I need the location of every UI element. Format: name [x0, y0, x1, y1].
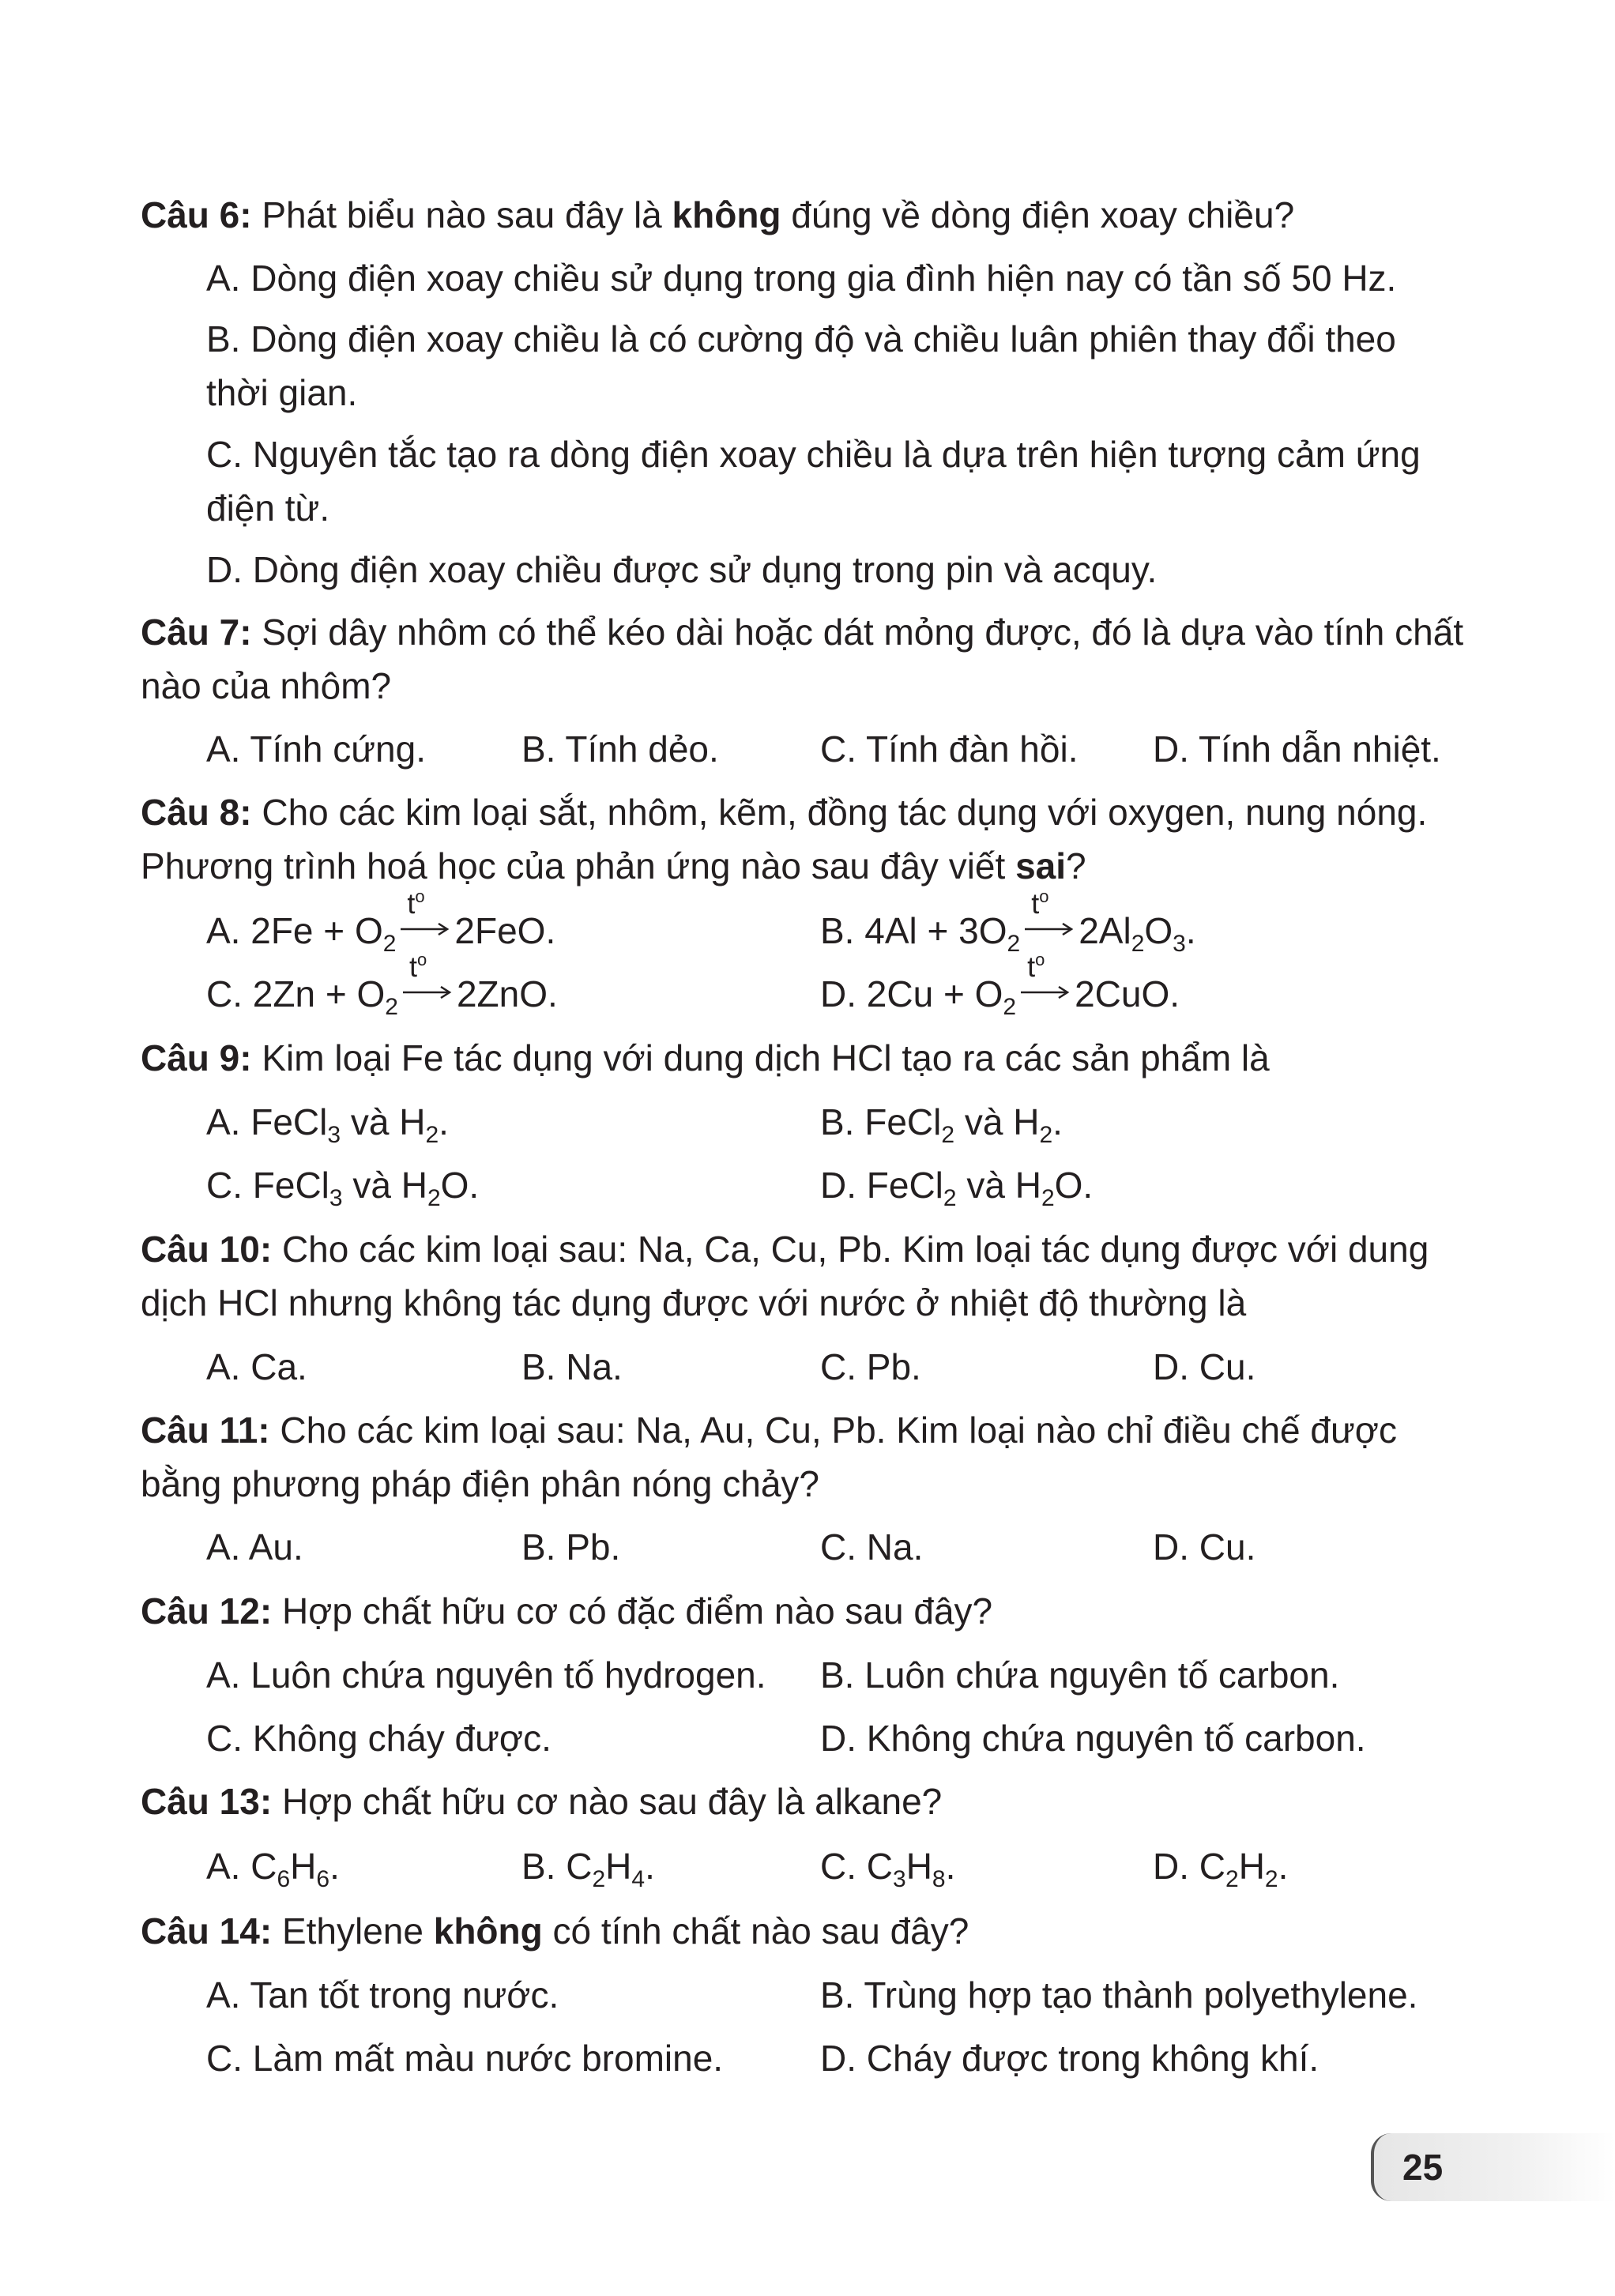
- subscript: 2: [592, 1866, 606, 1892]
- question-8: [141, 785, 1464, 893]
- question-emphasis: không: [672, 194, 781, 235]
- period: .: [1185, 910, 1196, 951]
- subscript: 2: [1131, 931, 1145, 957]
- option-text: A. C: [206, 1846, 277, 1887]
- degree: o: [1039, 886, 1049, 906]
- question-text-post: đúng về dòng điện xoay chiều?: [791, 194, 1295, 235]
- option-b: B. Pb.: [521, 1526, 621, 1568]
- option-c: [206, 950, 558, 1026]
- options-row: [0, 717, 1615, 781]
- option-b: [820, 886, 1196, 962]
- page-number-tab: [1371, 2133, 1615, 2201]
- option-a: A. Ca.: [206, 1346, 307, 1387]
- question-emphasis: sai: [1015, 845, 1067, 886]
- condition: t: [1027, 950, 1036, 983]
- subscript: 3: [327, 1122, 341, 1148]
- question-text: Sợi dây nhôm có thể kéo dài hoặc dát mỏng được, đó là dựa vào tính chất nào của nhôm?: [141, 612, 1464, 706]
- option-text: C. FeCl: [206, 1165, 329, 1206]
- subscript: 2: [1041, 1185, 1055, 1211]
- options-row: [0, 950, 1615, 1026]
- option-a: [206, 1835, 340, 1898]
- option-text: O.: [1054, 1165, 1094, 1206]
- degree: o: [1035, 950, 1045, 969]
- option-a: A. Au.: [206, 1526, 303, 1568]
- option-b: [820, 1090, 1063, 1154]
- option-letter: C.: [206, 973, 243, 1014]
- option-a: [206, 1090, 449, 1154]
- question-label: Câu 6:: [141, 194, 252, 235]
- page-number: 25: [1402, 2147, 1444, 2188]
- subscript: 2: [941, 1122, 955, 1148]
- option-letter: D.: [820, 973, 856, 1014]
- question-7: [141, 605, 1464, 713]
- option-text: .: [1278, 1846, 1289, 1887]
- condition: t: [407, 887, 416, 920]
- option-a: A. Tan tốt trong nước.: [206, 1974, 559, 2016]
- options-row: [0, 2027, 1615, 2090]
- option-c: C. Tính đàn hồi.: [820, 728, 1079, 770]
- subscript: 2: [1225, 1866, 1239, 1892]
- reaction-arrow-icon: [401, 886, 450, 945]
- option-d: D. Cu.: [1153, 1346, 1256, 1387]
- question-13: [141, 1775, 1464, 1828]
- question-label: Câu 12:: [141, 1590, 273, 1632]
- option-text: B. C: [521, 1846, 593, 1887]
- option-a: A. Dòng điện xoay chiều sử dụng trong gia đình hiện nay có tần số 50 Hz.: [206, 258, 1397, 299]
- subscript: 2: [943, 1185, 957, 1211]
- reaction-arrow-icon: [403, 950, 452, 1008]
- question-text: Hợp chất hữu cơ có đặc điểm nào sau đây?: [281, 1590, 993, 1632]
- question-label: Câu 11:: [141, 1410, 270, 1451]
- option-text: .: [439, 1101, 449, 1142]
- subscript: 6: [277, 1866, 291, 1892]
- subscript: 2: [1003, 994, 1017, 1020]
- subscript: 6: [316, 1866, 330, 1892]
- option-text: .: [329, 1846, 340, 1887]
- degree: o: [415, 886, 425, 906]
- option-b: [521, 1835, 655, 1898]
- options-row: [0, 1090, 1615, 1154]
- question-11: [141, 1403, 1464, 1511]
- option-text: H: [605, 1846, 632, 1887]
- options-row: [0, 1835, 1615, 1898]
- subscript: 2: [385, 994, 398, 1020]
- option-text: D. C: [1153, 1846, 1225, 1887]
- question-emphasis: không: [433, 1910, 543, 1952]
- option-text: H: [290, 1846, 317, 1887]
- option-letter: A.: [206, 910, 241, 951]
- degree: o: [416, 950, 427, 969]
- option-text: và H: [956, 1165, 1041, 1206]
- question-label: Câu 10:: [141, 1229, 273, 1270]
- option-b: B. Na.: [521, 1346, 623, 1387]
- products: O: [1144, 910, 1173, 951]
- option-d: D. Cháy được trong không khí.: [820, 2038, 1319, 2079]
- question-6: [141, 188, 1464, 242]
- reactants: 4Al + 3O: [864, 910, 1007, 951]
- question-text-pre: Ethylene: [281, 1910, 424, 1952]
- option-a: A. Luôn chứa nguyên tố hydrogen.: [206, 1654, 766, 1696]
- option-c: C. Na.: [820, 1526, 924, 1568]
- question-text-post: có tính chất nào sau đây?: [552, 1910, 969, 1952]
- subscript: 2: [382, 931, 397, 957]
- reaction-arrow-icon: [1021, 950, 1070, 1008]
- subscript: 3: [1173, 931, 1186, 957]
- condition: t: [408, 950, 417, 983]
- question-12: [141, 1584, 1464, 1638]
- option-c: [206, 1154, 479, 1217]
- products: 2ZnO.: [456, 973, 558, 1014]
- option-text: .: [1052, 1101, 1063, 1142]
- products: 2FeO.: [454, 910, 556, 951]
- subscript: 8: [932, 1866, 946, 1892]
- option-a: [206, 886, 556, 962]
- subscript: 2: [1264, 1866, 1278, 1892]
- option-b: B. Trùng hợp tạo thành polyethylene.: [820, 1974, 1418, 2016]
- question-label: Câu 13:: [141, 1781, 273, 1822]
- option-a: A. Tính cứng.: [206, 728, 426, 770]
- option-text: A. FeCl: [206, 1101, 328, 1142]
- options-row: [0, 1515, 1615, 1579]
- option-text: D. FeCl: [820, 1165, 943, 1206]
- products: 2CuO.: [1075, 973, 1180, 1014]
- option-text: O.: [440, 1165, 480, 1206]
- subscript: 3: [893, 1866, 906, 1892]
- option-d: D. Tính dẫn nhiệt.: [1153, 728, 1441, 770]
- subscript: 4: [631, 1866, 646, 1892]
- option-text: và H: [954, 1101, 1040, 1142]
- question-text: Hợp chất hữu cơ nào sau đây là alkane?: [281, 1781, 943, 1822]
- option-c: C. Nguyên tắc tạo ra dòng điện xoay chiều là dựa trên hiện tượng cảm ứng điện từ.: [206, 434, 1421, 529]
- products: 2Al: [1079, 910, 1131, 951]
- question-text: Kim loại Fe tác dụng với dung dịch HCl tạo ra các sản phẩm là: [262, 1037, 1270, 1078]
- option-text: H: [1238, 1846, 1265, 1887]
- options-row: [0, 1154, 1615, 1217]
- options-row: [0, 886, 1615, 962]
- question-text: Cho các kim loại sau: Na, Au, Cu, Pb. Kim loại nào chỉ điều chế được bằng phương pháp điện phân nóng chảy?: [141, 1410, 1397, 1504]
- subscript: 2: [1007, 931, 1021, 957]
- question-9: [141, 1031, 1464, 1085]
- subscript: 3: [329, 1185, 343, 1211]
- question-text-post: ?: [1066, 845, 1086, 886]
- reactants: 2Fe + O: [250, 910, 383, 951]
- question-text-pre: Cho các kim loại sắt, nhôm, kẽm, đồng tác dụng với oxygen, nung nóng. Phương trình hoá học của phản ứng nào sau đây viết: [141, 792, 1428, 886]
- question-label: Câu 14:: [141, 1910, 273, 1952]
- question-text: Cho các kim loại sau: Na, Ca, Cu, Pb. Kim loại tác dụng được với dung dịch HCl nhưng không tác dụng được với nước ở nhiệt độ thường là: [141, 1229, 1429, 1323]
- subscript: 2: [425, 1122, 439, 1148]
- option-c: C. Pb.: [820, 1346, 921, 1387]
- option-c: C. Làm mất màu nước bromine.: [206, 2038, 724, 2079]
- option-text: và H: [341, 1101, 426, 1142]
- option-text: C. C: [820, 1846, 893, 1887]
- option-text: B. FeCl: [820, 1101, 942, 1142]
- question-label: Câu 8:: [141, 792, 252, 833]
- options-row: [0, 1707, 1615, 1770]
- option-text: H: [905, 1846, 932, 1887]
- options-row: [0, 1335, 1615, 1398]
- question-label: Câu 9:: [141, 1037, 252, 1078]
- option-letter: B.: [820, 910, 855, 951]
- option-b: B. Tính dẻo.: [521, 728, 719, 770]
- option-text: và H: [342, 1165, 427, 1206]
- question-text-pre: Phát biểu nào sau đây là: [262, 194, 662, 235]
- reactants: 2Cu + O: [866, 973, 1003, 1014]
- option-d: D. Dòng điện xoay chiều được sử dụng trong pin và acquy.: [206, 549, 1158, 590]
- subscript: 2: [1039, 1122, 1053, 1148]
- option-d: [820, 950, 1180, 1026]
- option-d: D. Cu.: [1153, 1526, 1256, 1568]
- option-b: B. Dòng điện xoay chiều là có cường độ và chiều luân phiên thay đổi theo thời gian.: [206, 318, 1396, 413]
- option-d: [820, 1154, 1093, 1217]
- option-d: D. Không chứa nguyên tố carbon.: [820, 1718, 1366, 1759]
- question-label: Câu 7:: [141, 612, 252, 653]
- option-text: .: [645, 1846, 655, 1887]
- question-14: [141, 1904, 1464, 1958]
- options-row: [0, 1643, 1615, 1707]
- condition: t: [1031, 887, 1040, 920]
- option-c: [820, 1835, 955, 1898]
- question-10: [141, 1222, 1464, 1330]
- reactants: 2Zn + O: [252, 973, 386, 1014]
- options-row: [0, 1963, 1615, 2027]
- option-text: .: [945, 1846, 956, 1887]
- subscript: 2: [427, 1185, 441, 1211]
- reaction-arrow-icon: [1025, 886, 1074, 945]
- option-d: [1153, 1835, 1288, 1898]
- option-b: B. Luôn chứa nguyên tố carbon.: [820, 1654, 1340, 1696]
- option-c: C. Không cháy được.: [206, 1718, 552, 1759]
